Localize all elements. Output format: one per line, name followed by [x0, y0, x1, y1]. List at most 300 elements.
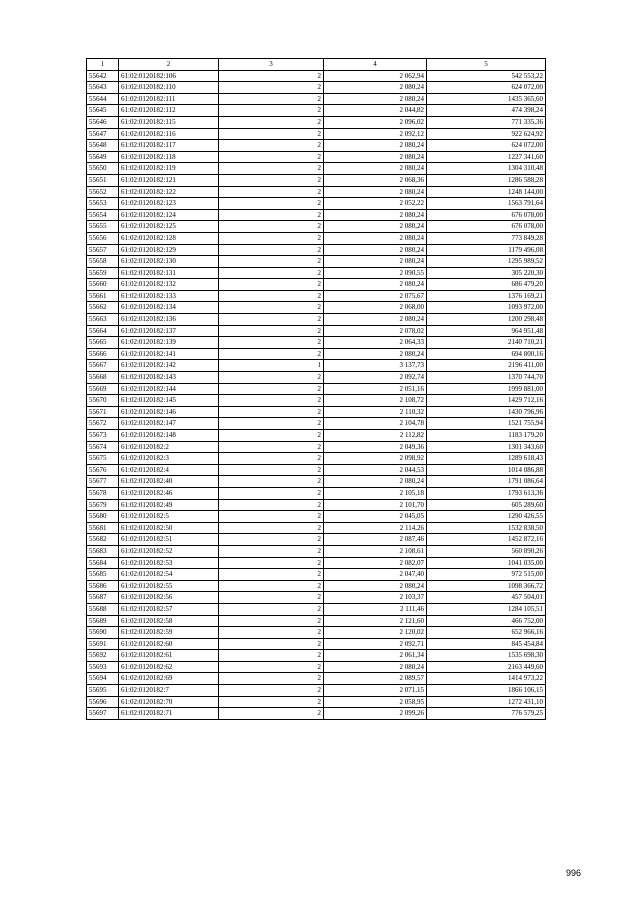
table-cell-col-5: 1272 431,10: [427, 696, 546, 708]
table-cell-col-3: 2: [219, 290, 324, 302]
table-cell-col-5: 457 504,01: [427, 592, 546, 604]
table-cell-col-3: 2: [219, 186, 324, 198]
table-cell-col-1: 55648: [87, 140, 119, 152]
table-cell-col-4: 2 080,24: [324, 93, 427, 105]
table-row: [87, 476, 546, 488]
table-cell-col-4: 2 082,07: [324, 557, 427, 569]
table-cell-col-4: 2 047,40: [324, 569, 427, 581]
table-cell-col-5: 1535 698,30: [427, 650, 546, 662]
table-cell-col-5: 2196 411,00: [427, 360, 546, 372]
table-cell-col-5: 1435 365,60: [427, 93, 546, 105]
table-cell-col-2: 61:02:0120182:55: [119, 580, 219, 592]
table-cell-col-1: 55671: [87, 406, 119, 418]
table-cell-col-5: 1521 755,94: [427, 418, 546, 430]
table-cell-col-4: 2 092,12: [324, 128, 427, 140]
table-cell-col-4: 2 089,57: [324, 673, 427, 685]
table-row: [87, 522, 546, 534]
table-cell-col-1: 55678: [87, 487, 119, 499]
table-cell-col-1: 55695: [87, 685, 119, 697]
table-cell-col-4: 2 080,24: [324, 476, 427, 488]
table-cell-col-1: 55667: [87, 360, 119, 372]
table-cell-col-3: 2: [219, 603, 324, 615]
data-table: [86, 58, 546, 720]
table-cell-col-2: 61:02:0120182:129: [119, 244, 219, 256]
table-cell-col-2: 61:02:0120182:110: [119, 82, 219, 94]
table-cell-col-2: 61:02:0120182:2: [119, 441, 219, 453]
table-cell-col-5: 1791 086,64: [427, 476, 546, 488]
table-cell-col-2: 61:02:0120182:147: [119, 418, 219, 430]
table-cell-col-4: 2 080,24: [324, 163, 427, 175]
table-cell-col-1: 55650: [87, 163, 119, 175]
table-row: [87, 151, 546, 163]
table-cell-col-2: 61:02:0120182:106: [119, 70, 219, 82]
table-cell-col-5: 2163 449,60: [427, 661, 546, 673]
table-cell-col-5: 1429 712,16: [427, 395, 546, 407]
table-cell-col-5: 686 479,20: [427, 279, 546, 291]
table-cell-col-3: 2: [219, 105, 324, 117]
table-cell-col-1: 55680: [87, 511, 119, 523]
table-cell-col-3: 2: [219, 116, 324, 128]
table-cell-col-2: 61:02:0120182:46: [119, 487, 219, 499]
table-cell-col-3: 2: [219, 708, 324, 720]
table-cell-col-2: 61:02:0120182:118: [119, 151, 219, 163]
table-cell-col-5: 1227 341,60: [427, 151, 546, 163]
table-cell-col-2: 61:02:0120182:58: [119, 615, 219, 627]
table-cell-col-5: 1179 496,08: [427, 244, 546, 256]
header-col-1: 1: [87, 59, 119, 71]
table-cell-col-4: 2 052,22: [324, 198, 427, 210]
table-cell-col-3: 2: [219, 163, 324, 175]
table-row: [87, 615, 546, 627]
table-cell-col-5: 652 966,16: [427, 627, 546, 639]
table-row: [87, 325, 546, 337]
table-cell-col-1: 55685: [87, 569, 119, 581]
table-cell-col-1: 55666: [87, 348, 119, 360]
table-cell-col-3: 2: [219, 209, 324, 221]
table-cell-col-1: 55690: [87, 627, 119, 639]
table-cell-col-3: 2: [219, 685, 324, 697]
table-row: [87, 360, 546, 372]
table-row: [87, 232, 546, 244]
table-cell-col-4: 2 068,00: [324, 302, 427, 314]
table-cell-col-3: 2: [219, 673, 324, 685]
table-cell-col-3: 2: [219, 511, 324, 523]
table-row: [87, 140, 546, 152]
table-cell-col-1: 55646: [87, 116, 119, 128]
table-cell-col-4: 2 110,32: [324, 406, 427, 418]
table-cell-col-3: 2: [219, 534, 324, 546]
table-row: [87, 93, 546, 105]
table-cell-col-2: 61:02:0120182:128: [119, 232, 219, 244]
table-cell-col-2: 61:02:0120182:121: [119, 174, 219, 186]
table-row: [87, 290, 546, 302]
table-cell-col-5: 474 398,24: [427, 105, 546, 117]
table-cell-col-3: 2: [219, 615, 324, 627]
table-cell-col-4: 2 071,15: [324, 685, 427, 697]
table-cell-col-2: 61:02:0120182:131: [119, 267, 219, 279]
table-cell-col-3: 2: [219, 395, 324, 407]
table-cell-col-3: 2: [219, 464, 324, 476]
table-cell-col-3: 2: [219, 661, 324, 673]
table-cell-col-2: 61:02:0120182:134: [119, 302, 219, 314]
table-cell-col-2: 61:02:0120182:57: [119, 603, 219, 615]
table-cell-col-1: 55672: [87, 418, 119, 430]
table-cell-col-5: 1430 796,96: [427, 406, 546, 418]
table-cell-col-4: 2 105,18: [324, 487, 427, 499]
header-col-4: 4: [324, 59, 427, 71]
table-cell-col-3: 2: [219, 696, 324, 708]
table-cell-col-1: 55679: [87, 499, 119, 511]
table-cell-col-1: 55689: [87, 615, 119, 627]
table-cell-col-2: 61:02:0120182:61: [119, 650, 219, 662]
table-cell-col-4: 2 080,24: [324, 661, 427, 673]
table-cell-col-5: 676 078,00: [427, 209, 546, 221]
table-cell-col-4: 2 098,92: [324, 453, 427, 465]
table-cell-col-2: 61:02:0120182:132: [119, 279, 219, 291]
table-cell-col-5: 1376 169,21: [427, 290, 546, 302]
table-cell-col-2: 61:02:0120182:111: [119, 93, 219, 105]
table-cell-col-1: 55658: [87, 256, 119, 268]
table-cell-col-2: 61:02:0120182:7: [119, 685, 219, 697]
table-cell-col-1: 55664: [87, 325, 119, 337]
table-row: [87, 267, 546, 279]
table-cell-col-4: 2 099,26: [324, 708, 427, 720]
table-cell-col-1: 55691: [87, 638, 119, 650]
table-row: [87, 70, 546, 82]
table-body: [87, 70, 546, 719]
table-cell-col-1: 55674: [87, 441, 119, 453]
table-cell-col-3: 2: [219, 337, 324, 349]
table-cell-col-2: 61:02:0120182:145: [119, 395, 219, 407]
table-cell-col-3: 1: [219, 360, 324, 372]
table-cell-col-3: 2: [219, 372, 324, 384]
table-cell-col-1: 55662: [87, 302, 119, 314]
table-cell-col-5: 1452 872,16: [427, 534, 546, 546]
table-cell-col-2: 61:02:0120182:56: [119, 592, 219, 604]
table-cell-col-4: 2 045,05: [324, 511, 427, 523]
table-cell-col-1: 55669: [87, 383, 119, 395]
table-cell-col-3: 2: [219, 418, 324, 430]
table-row: [87, 174, 546, 186]
table-cell-col-3: 2: [219, 557, 324, 569]
table-row: [87, 661, 546, 673]
table-row: [87, 82, 546, 94]
table-cell-col-1: 55670: [87, 395, 119, 407]
table-cell-col-4: 2 080,24: [324, 232, 427, 244]
table-cell-col-3: 2: [219, 82, 324, 94]
table-cell-col-4: 2 120,02: [324, 627, 427, 639]
table-cell-col-3: 2: [219, 522, 324, 534]
table-row: [87, 487, 546, 499]
table-cell-col-3: 2: [219, 580, 324, 592]
table-cell-col-2: 61:02:0120182:144: [119, 383, 219, 395]
table-cell-col-2: 61:02:0120182:139: [119, 337, 219, 349]
table-cell-col-5: 1289 618,43: [427, 453, 546, 465]
table-cell-col-4: 2 108,61: [324, 545, 427, 557]
table-cell-col-1: 55676: [87, 464, 119, 476]
table-row: [87, 406, 546, 418]
table-cell-col-1: 55649: [87, 151, 119, 163]
table-cell-col-5: 972 515,00: [427, 569, 546, 581]
table-cell-col-3: 2: [219, 93, 324, 105]
table-cell-col-3: 2: [219, 638, 324, 650]
table-cell-col-4: 2 058,95: [324, 696, 427, 708]
table-cell-col-4: 2 062,94: [324, 70, 427, 82]
table-cell-col-4: 2 087,46: [324, 534, 427, 546]
table-row: [87, 383, 546, 395]
table-cell-col-2: 61:02:0120182:54: [119, 569, 219, 581]
table-cell-col-5: 694 800,16: [427, 348, 546, 360]
table-cell-col-2: 61:02:0120182:40: [119, 476, 219, 488]
table-cell-col-5: 305 220,30: [427, 267, 546, 279]
table-cell-col-5: 771 335,36: [427, 116, 546, 128]
table-cell-col-5: 1284 105,51: [427, 603, 546, 615]
table-cell-col-2: 61:02:0120182:50: [119, 522, 219, 534]
table-cell-col-1: 55682: [87, 534, 119, 546]
table-cell-col-1: 55665: [87, 337, 119, 349]
table-cell-col-1: 55696: [87, 696, 119, 708]
table-row: [87, 209, 546, 221]
table-cell-col-1: 55645: [87, 105, 119, 117]
table-cell-col-5: 1999 881,00: [427, 383, 546, 395]
table-row: [87, 418, 546, 430]
table-cell-col-2: 61:02:0120182:70: [119, 696, 219, 708]
table-cell-col-1: 55675: [87, 453, 119, 465]
table-cell-col-3: 2: [219, 487, 324, 499]
table-cell-col-2: 61:02:0120182:52: [119, 545, 219, 557]
table-cell-col-1: 55660: [87, 279, 119, 291]
table-cell-col-4: 2 101,70: [324, 499, 427, 511]
table-cell-col-4: 2 092,71: [324, 638, 427, 650]
table-row: [87, 337, 546, 349]
table-row: [87, 163, 546, 175]
table-cell-col-1: 55686: [87, 580, 119, 592]
table-cell-col-1: 55643: [87, 82, 119, 94]
table-cell-col-5: 1304 310,48: [427, 163, 546, 175]
table-cell-col-5: 922 624,92: [427, 128, 546, 140]
table-cell-col-4: 2 092,74: [324, 372, 427, 384]
table-cell-col-2: 61:02:0120182:3: [119, 453, 219, 465]
table-cell-col-3: 2: [219, 325, 324, 337]
table-row: [87, 673, 546, 685]
table-cell-col-3: 2: [219, 151, 324, 163]
table-cell-col-2: 61:02:0120182:122: [119, 186, 219, 198]
header-col-5: 5: [427, 59, 546, 71]
table-cell-col-1: 55687: [87, 592, 119, 604]
table-row: [87, 302, 546, 314]
table-cell-col-4: 2 114,26: [324, 522, 427, 534]
table-cell-col-2: 61:02:0120182:115: [119, 116, 219, 128]
table-cell-col-4: 2 068,36: [324, 174, 427, 186]
table-cell-col-2: 61:02:0120182:117: [119, 140, 219, 152]
table-cell-col-1: 55681: [87, 522, 119, 534]
table-cell-col-3: 2: [219, 232, 324, 244]
table-cell-col-3: 2: [219, 383, 324, 395]
table-row: [87, 638, 546, 650]
header-col-2: 2: [119, 59, 219, 71]
table-cell-col-1: 55694: [87, 673, 119, 685]
table-row: [87, 221, 546, 233]
table-cell-col-4: 2 103,37: [324, 592, 427, 604]
table-row: [87, 314, 546, 326]
table-cell-col-2: 61:02:0120182:49: [119, 499, 219, 511]
table-cell-col-3: 2: [219, 650, 324, 662]
table-cell-col-3: 2: [219, 348, 324, 360]
table-cell-col-4: 2 112,82: [324, 430, 427, 442]
table-cell-col-1: 55697: [87, 708, 119, 720]
table-cell-col-2: 61:02:0120182:51: [119, 534, 219, 546]
table-cell-col-5: 1532 838,50: [427, 522, 546, 534]
table-cell-col-4: 2 044,53: [324, 464, 427, 476]
table-row: [87, 569, 546, 581]
table-cell-col-3: 2: [219, 406, 324, 418]
table-cell-col-3: 2: [219, 430, 324, 442]
table-cell-col-4: 2 078,02: [324, 325, 427, 337]
table-cell-col-2: 61:02:0120182:143: [119, 372, 219, 384]
table-cell-col-5: 1183 179,20: [427, 430, 546, 442]
table-row: [87, 198, 546, 210]
table-cell-col-2: 61:02:0120182:4: [119, 464, 219, 476]
table-cell-col-4: 2 080,24: [324, 314, 427, 326]
table-row: [87, 580, 546, 592]
data-table-container: [86, 58, 545, 720]
table-row: [87, 464, 546, 476]
table-cell-col-2: 61:02:0120182:142: [119, 360, 219, 372]
table-cell-col-5: 676 078,00: [427, 221, 546, 233]
table-cell-col-1: 55652: [87, 186, 119, 198]
table-cell-col-1: 55692: [87, 650, 119, 662]
table-cell-col-1: 55654: [87, 209, 119, 221]
table-cell-col-4: 2 080,24: [324, 140, 427, 152]
table-cell-col-2: 61:02:0120182:69: [119, 673, 219, 685]
table-cell-col-3: 2: [219, 198, 324, 210]
table-cell-col-4: 2 104,78: [324, 418, 427, 430]
page-number: 996: [566, 868, 582, 878]
table-cell-col-4: 2 108,72: [324, 395, 427, 407]
table-cell-col-4: 2 080,24: [324, 279, 427, 291]
table-row: [87, 627, 546, 639]
table-cell-col-5: 964 951,48: [427, 325, 546, 337]
table-cell-col-4: 2 064,33: [324, 337, 427, 349]
table-cell-col-1: 55684: [87, 557, 119, 569]
table-row: [87, 534, 546, 546]
table-cell-col-4: 2 096,02: [324, 116, 427, 128]
table-cell-col-5: 1295 989,52: [427, 256, 546, 268]
table-cell-col-2: 61:02:0120182:116: [119, 128, 219, 140]
table-cell-col-1: 55659: [87, 267, 119, 279]
table-row: [87, 511, 546, 523]
table-cell-col-2: 61:02:0120182:62: [119, 661, 219, 673]
header-col-3: 3: [219, 59, 324, 71]
table-row: [87, 372, 546, 384]
table-cell-col-4: 2 090,55: [324, 267, 427, 279]
table-cell-col-4: 2 111,46: [324, 603, 427, 615]
table-cell-col-2: 61:02:0120182:137: [119, 325, 219, 337]
table-cell-col-5: 1200 298,48: [427, 314, 546, 326]
table-cell-col-3: 2: [219, 256, 324, 268]
table-cell-col-5: 1563 791,64: [427, 198, 546, 210]
table-cell-col-2: 61:02:0120182:125: [119, 221, 219, 233]
table-cell-col-5: 1014 086,88: [427, 464, 546, 476]
table-cell-col-2: 61:02:0120182:148: [119, 430, 219, 442]
table-cell-col-3: 2: [219, 545, 324, 557]
table-cell-col-1: 55657: [87, 244, 119, 256]
table-cell-col-1: 55647: [87, 128, 119, 140]
table-cell-col-1: 55644: [87, 93, 119, 105]
table-row: [87, 395, 546, 407]
table-cell-col-1: 55661: [87, 290, 119, 302]
table-row: [87, 592, 546, 604]
table-row: [87, 256, 546, 268]
table-row: [87, 116, 546, 128]
table-cell-col-1: 55651: [87, 174, 119, 186]
table-cell-col-4: 2 051,16: [324, 383, 427, 395]
table-cell-col-5: 1414 973,22: [427, 673, 546, 685]
table-cell-col-5: 1290 426,55: [427, 511, 546, 523]
table-cell-col-4: 2 080,24: [324, 244, 427, 256]
table-cell-col-5: 1286 588,28: [427, 174, 546, 186]
table-cell-col-1: 55656: [87, 232, 119, 244]
table-cell-col-1: 55693: [87, 661, 119, 673]
table-cell-col-2: 61:02:0120182:53: [119, 557, 219, 569]
table-cell-col-3: 2: [219, 244, 324, 256]
table-row: [87, 186, 546, 198]
table-cell-col-4: 2 080,24: [324, 348, 427, 360]
table-cell-col-3: 2: [219, 70, 324, 82]
table-cell-col-5: 1370 744,70: [427, 372, 546, 384]
table-cell-col-3: 2: [219, 128, 324, 140]
table-cell-col-4: 2 061,34: [324, 650, 427, 662]
table-cell-col-5: 1041 035,00: [427, 557, 546, 569]
table-cell-col-2: 61:02:0120182:60: [119, 638, 219, 650]
table-cell-col-4: 2 121,60: [324, 615, 427, 627]
table-cell-col-2: 61:02:0120182:141: [119, 348, 219, 360]
table-row: [87, 557, 546, 569]
table-cell-col-5: 560 890,26: [427, 545, 546, 557]
table-cell-col-1: 55668: [87, 372, 119, 384]
table-cell-col-3: 2: [219, 453, 324, 465]
table-cell-col-4: 2 049,36: [324, 441, 427, 453]
table-row: [87, 430, 546, 442]
table-cell-col-2: 61:02:0120182:133: [119, 290, 219, 302]
table-row: [87, 603, 546, 615]
table-cell-col-2: 61:02:0120182:124: [119, 209, 219, 221]
table-cell-col-3: 2: [219, 476, 324, 488]
table-cell-col-1: 55655: [87, 221, 119, 233]
table-cell-col-1: 55673: [87, 430, 119, 442]
table-cell-col-4: 2 044,82: [324, 105, 427, 117]
table-cell-col-2: 61:02:0120182:123: [119, 198, 219, 210]
table-cell-col-2: 61:02:0120182:5: [119, 511, 219, 523]
table-cell-col-1: 55663: [87, 314, 119, 326]
table-cell-col-2: 61:02:0120182:59: [119, 627, 219, 639]
table-cell-col-3: 2: [219, 627, 324, 639]
table-cell-col-1: 55677: [87, 476, 119, 488]
table-cell-col-4: 2 080,24: [324, 82, 427, 94]
table-cell-col-4: 2 080,24: [324, 221, 427, 233]
table-cell-col-1: 55653: [87, 198, 119, 210]
table-cell-col-1: 55683: [87, 545, 119, 557]
table-cell-col-5: 773 849,28: [427, 232, 546, 244]
table-cell-col-1: 55642: [87, 70, 119, 82]
table-cell-col-5: 1866 106,15: [427, 685, 546, 697]
table-cell-col-2: 61:02:0120182:136: [119, 314, 219, 326]
table-cell-col-2: 61:02:0120182:119: [119, 163, 219, 175]
table-cell-col-5: 1301 343,60: [427, 441, 546, 453]
table-cell-col-5: 2140 710,21: [427, 337, 546, 349]
table-cell-col-3: 2: [219, 302, 324, 314]
table-cell-col-2: 61:02:0120182:112: [119, 105, 219, 117]
